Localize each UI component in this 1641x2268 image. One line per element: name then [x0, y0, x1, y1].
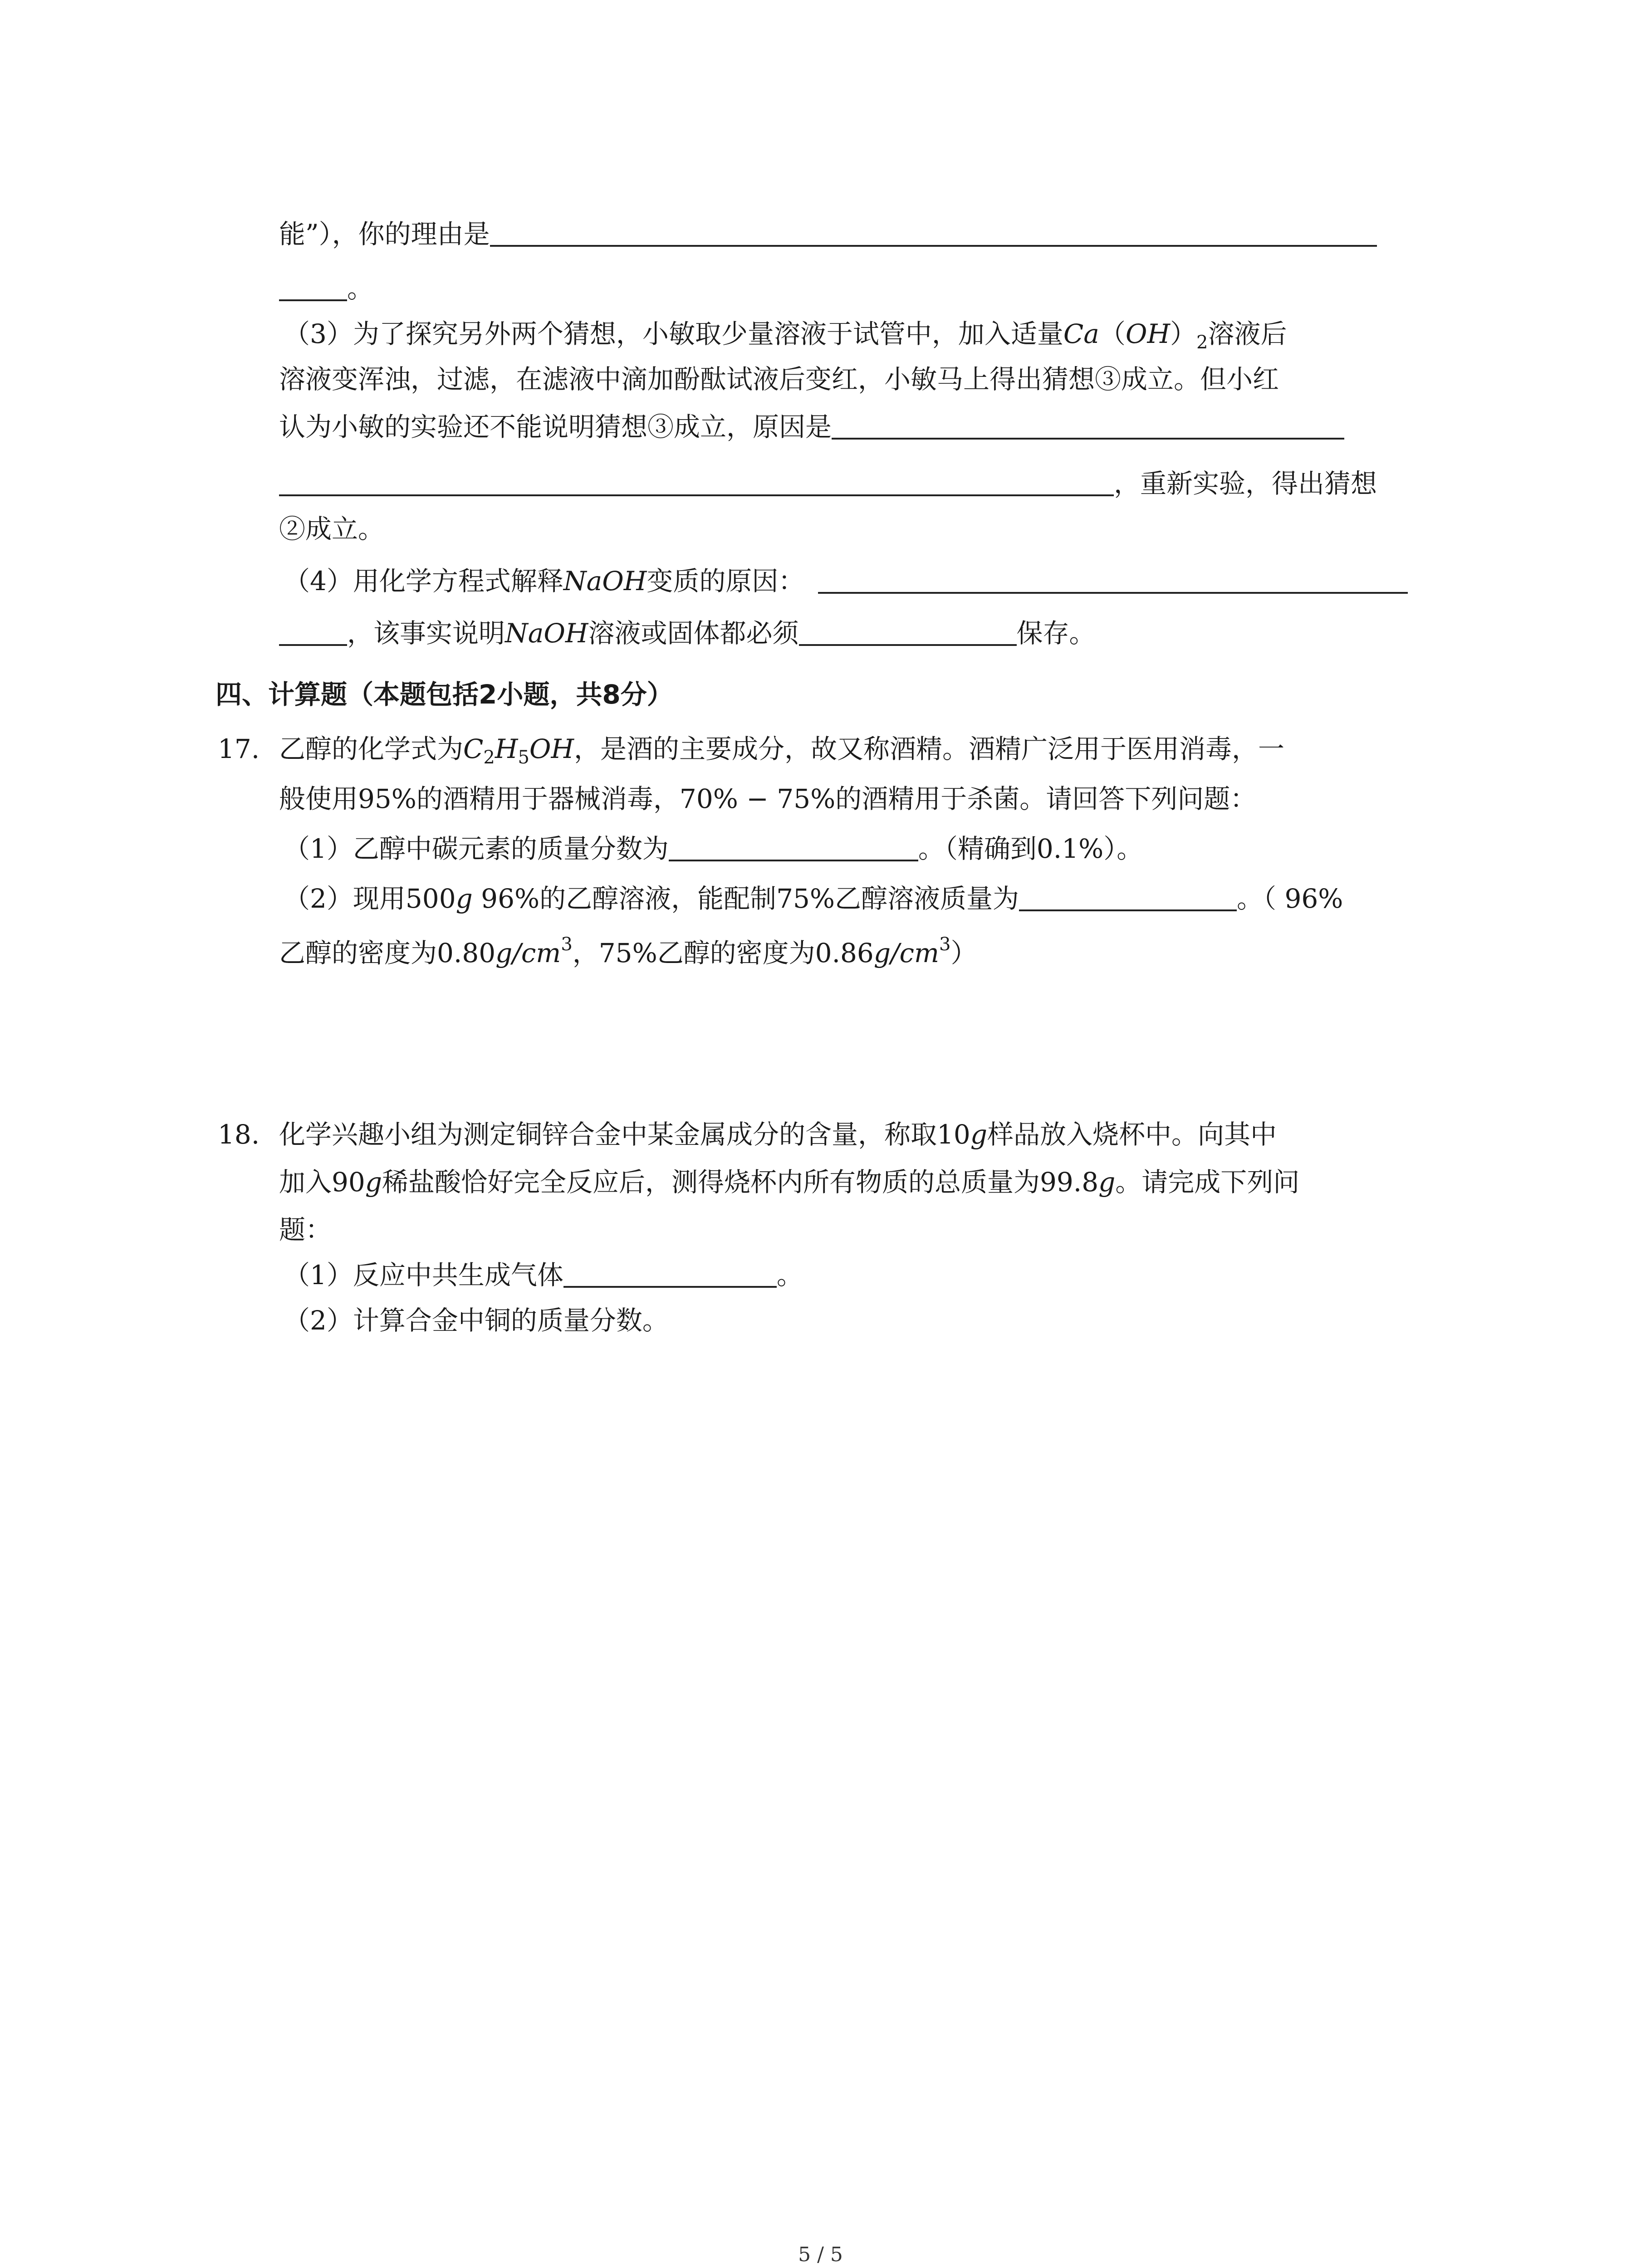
answer-blank-reason[interactable] [490, 218, 1377, 247]
q17-line1: 乙醇的化学式为$C_2H_5OH$，是酒的主要成分，故又称酒精。酒精广泛用于医用消毒，一 [279, 733, 1285, 768]
answer-blank-reason-cont[interactable] [279, 272, 347, 301]
q18-part2: （2）计算合金中铜的质量分数。 [284, 1305, 669, 1336]
answer-blank-gas-mass[interactable] [563, 1259, 777, 1288]
q16-line-reason-end: 。 [279, 272, 373, 305]
answer-blank-storage[interactable] [799, 617, 1017, 646]
answer-blank-cause-cont[interactable] [279, 467, 1114, 496]
answer-blank-solution-mass[interactable] [1019, 882, 1237, 911]
q16-p3-line5: ②成立。 [279, 513, 385, 544]
q16-p4-line2: ，该事实说明NaOH溶液或固体都必须 保存。 [279, 617, 1096, 650]
answer-blank-equation-cont[interactable] [279, 617, 347, 646]
q17-part1: （1）乙醇中碳元素的质量分数为 。（精确到0.1%）。 [284, 833, 1143, 864]
q16-p3-line2: 溶液变浑浊，过滤，在滤液中滴加酚酞试液后变红，小敏马上得出猜想③成立。但小红 [279, 364, 1279, 395]
answer-blank-carbon-fraction[interactable] [669, 832, 918, 861]
answer-blank-cause[interactable] [832, 411, 1344, 440]
q17-line2: 般使用95%的酒精用于器械消毒，70% − 75%的酒精用于杀菌。请回答下列问题： [279, 783, 1257, 814]
q17-line5: 乙醇的密度为$0.80g/cm^3$，75%乙醇的密度为$0.86g/cm^3$） [279, 934, 977, 968]
q16-p3-line3: 认为小敏的实验还不能说明猜想③成立，原因是 [279, 411, 1344, 443]
section-title: 四、计算题（本题包括2小题，共8分） [216, 679, 673, 710]
q18-line2: 加入90g稀盐酸恰好完全反应后，测得烧杯内所有物质的总质量为99.8g。请完成下列问 [279, 1167, 1300, 1198]
q16-p3-line4: ，重新实验，得出猜想 [279, 467, 1377, 500]
q17-part2: （2）现用500g 96%的乙醇溶液，能配制75%乙醇溶液质量为 。（ 96% [284, 883, 1343, 914]
q16-line-reason: 能”），你的理由是 [279, 218, 1377, 250]
q18-line1: 化学兴趣小组为测定铜锌合金中某金属成分的含量，称取10g样品放入烧杯中。向其中 [279, 1119, 1277, 1150]
question-number: 18. [218, 1119, 260, 1150]
q18-part1: （1）反应中共生成气体 。 [284, 1260, 803, 1290]
q16-p3-line1: （3）为了探究另外两个猜想，小敏取少量溶液于试管中，加入适量$Ca(OH)_2$溶液后 [284, 318, 1287, 353]
q18-line3: 题： [279, 1214, 332, 1245]
page-number: 5 / 5 [798, 2243, 843, 2266]
question-number: 17. [218, 733, 260, 764]
answer-blank-equation[interactable] [818, 565, 1408, 594]
q16-p4-line1: （4）用化学方程式解释NaOH变质的原因： [284, 565, 1408, 597]
